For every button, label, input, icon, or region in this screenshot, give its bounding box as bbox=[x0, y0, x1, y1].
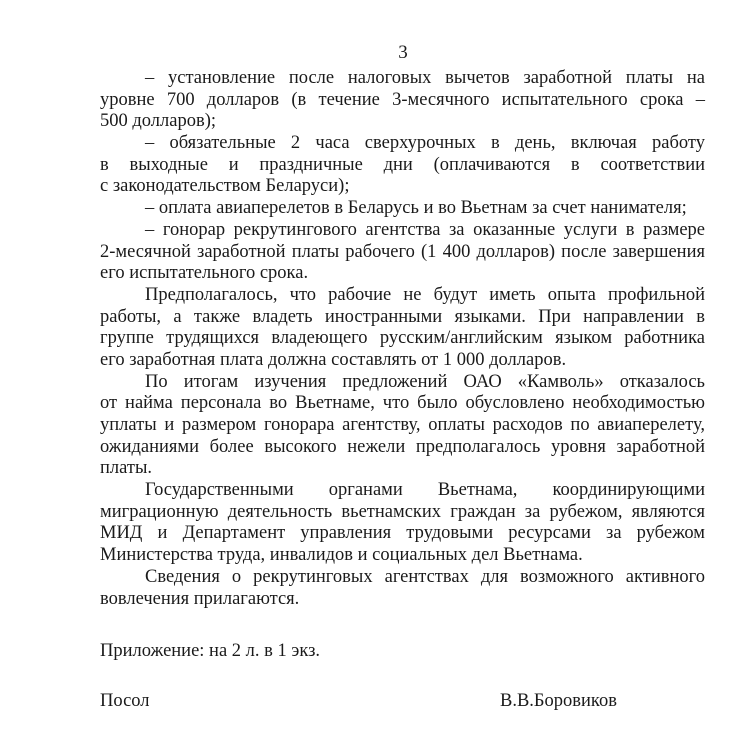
text-line: миграционную деятельность вьетнамских граждан за рубежом, являются bbox=[100, 501, 705, 522]
text-line: его испытательного срока. bbox=[100, 263, 309, 284]
text-line: – оплата авиаперелетов в Беларусь и во Вьетнам за счет нанимателя; bbox=[145, 198, 687, 219]
text-line: 2-месячной заработной платы рабочего (1 400 долларов) после завершения bbox=[100, 241, 705, 262]
text-line: Сведения о рекрутинговых агентствах для возможного активного bbox=[145, 566, 705, 587]
text-line: Государственными органами Вьетнама, координирующими bbox=[145, 480, 705, 501]
text-line: с законодательством Беларуси); bbox=[100, 176, 350, 197]
text-line: Предполагалось, что рабочие не будут иметь опыта профильной bbox=[145, 284, 705, 305]
text-line: – установление после налоговых вычетов заработной платы на bbox=[145, 68, 705, 88]
paragraph bbox=[100, 198, 705, 220]
text-line: платы. bbox=[100, 458, 153, 479]
paragraph bbox=[100, 68, 705, 133]
paragraph bbox=[100, 372, 705, 480]
paragraph bbox=[100, 285, 705, 372]
text-line: уплаты и размером гонорара агентству, оплаты расходов по авиаперелету, bbox=[100, 415, 705, 435]
paragraph bbox=[100, 567, 705, 610]
text-line: Министерства труда, инвалидов и социальных дел Вьетнама. bbox=[100, 545, 583, 566]
text-line: – обязательные 2 часа сверхурочных в день, включая работу bbox=[145, 133, 705, 154]
document-body bbox=[100, 68, 705, 610]
text-line: уровне 700 долларов (в течение 3-месячного испытательного срока – bbox=[100, 89, 705, 110]
text-line: в выходные и праздничные дни (оплачиваются в соответствии bbox=[100, 154, 705, 175]
appendix-note: Приложение: на 2 л. в 1 экз. bbox=[100, 641, 321, 661]
text-line: группе трудящихся владеющего русским/английским языком работника bbox=[100, 328, 705, 349]
paragraph bbox=[100, 133, 705, 198]
signatory-name: В.В.Боровиков bbox=[500, 691, 617, 711]
paragraph bbox=[100, 480, 705, 567]
text-line: – гонорар рекрутингового агентства за оказанные услуги в размере bbox=[145, 219, 705, 240]
text-line: МИД и Департамент управления трудовыми ресурсами за рубежом bbox=[100, 523, 705, 544]
text-line: По итогам изучения предложений ОАО «Камволь» отказалось bbox=[145, 371, 705, 392]
paragraph bbox=[100, 220, 705, 285]
text-line: работы, а также владеть иностранными языками. При направлении в bbox=[100, 306, 705, 327]
signatory-title: Посол bbox=[100, 691, 150, 711]
text-line: вовлечения прилагаются. bbox=[100, 588, 300, 609]
text-line: 500 долларов); bbox=[100, 111, 217, 132]
text-line: его заработная плата должна составлять от 1 000 долларов. bbox=[100, 349, 567, 370]
text-line: от найма персонала во Вьетнаме, что было обусловлено необходимостью bbox=[100, 393, 705, 414]
text-line: ожиданиями более высокого нежели предполагалось уровня заработной bbox=[100, 436, 705, 457]
page-number: 3 bbox=[398, 42, 408, 63]
